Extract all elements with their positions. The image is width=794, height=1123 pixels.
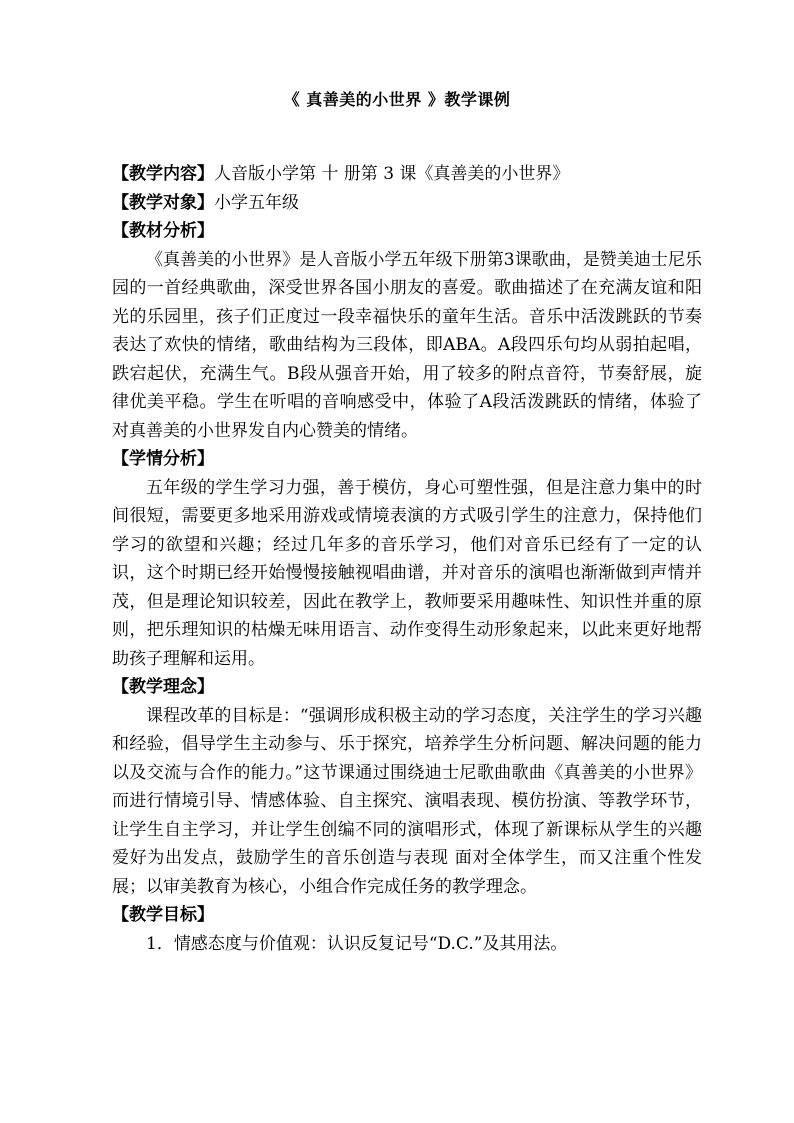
philosophy-paragraph: 课程改革的目标是：“强调形成积极主动的学习态度，关注学生的学习兴趣和经验，倡导学生主动参与、乐于探究，培养学生分析问题、解决问题的能力以及交流与合作的能力。”这节课通过围绕迪士尼歌曲歌曲《真善美的小世界》而进行情境引导、情感体验、自主探究、演唱表现、模仿扮演、等教学环节，让学生自主学习，并让学生创编不同的演唱形式，体现了新课标从学生的兴趣爱好为出发点，鼓励学生的音乐创造与表现 面对全体学生，而又注重个性发展；以审美教育为核心，小组合作完成任务的教学理念。 <box>112 705 702 897</box>
page-title: 《 真善美的小世界 》教学课例 <box>283 90 511 109</box>
section-label: 【教学内容】 <box>112 164 214 184</box>
section-teaching-philosophy <box>112 673 702 702</box>
section-label: 【教材分析】 <box>112 221 214 241</box>
section-teaching-content <box>112 160 702 189</box>
section-material-analysis <box>112 217 702 246</box>
student-analysis-paragraph: 五年级的学生学习力强，善于模仿，身心可塑性强，但是注意力集中的时间很短，需要更多地采用游戏或情境表演的方式吸引学生的注意力，保持他们学习的欲望和兴趣；经过几年多的音乐学习，他们对音乐已经有了一定的认识，这个时期已经开始慢慢接触视唱曲谱，并对音乐的演唱也渐渐做到声情并茂，但是理论知识较差，因此在教学上，教师要采用趣味性、知识性并重的原则，把乐理知识的枯燥无味用语言、动作变得生动形象起来，以此来更好地帮助孩子理解和运用。 <box>112 477 702 669</box>
section-text: 小学五年级 <box>214 192 299 213</box>
section-student-analysis <box>112 445 702 474</box>
section-teaching-target <box>112 189 702 218</box>
section-teaching-goals <box>112 901 702 930</box>
section-label: 【教学对象】 <box>112 192 214 213</box>
goal-item: 1．情感态度与价值观：认识反复记号“D.C.”及其用法。 <box>146 933 568 954</box>
section-label: 【教学目标】 <box>112 905 214 925</box>
section-text: 人音版小学第 十 册第 3 课《真善美的小世界》 <box>214 164 570 184</box>
section-label: 【教学理念】 <box>112 677 214 697</box>
section-label: 【学情分析】 <box>112 449 214 469</box>
material-analysis-paragraph: 《真善美的小世界》是人音版小学五年级下册第3课歌曲，是赞美迪士尼乐园的一首经典歌曲，深受世界各国小朋友的喜爱。歌曲描述了在充满友谊和阳光的乐园里，孩子们正度过一段幸福快乐的童年生活。音乐中活泼跳跃的节奏表达了欢快的情绪，歌曲结构为三段体，即ABA。A段四乐句均从弱拍起唱，跌宕起伏，充满生气。B段从强音开始，用了较多的附点音符，节奏舒展，旋律优美平稳。学生在听唱的音响感受中，体验了A段活泼跳跃的情绪，体验了对真善美的小世界发自内心赞美的情绪。 <box>112 249 702 441</box>
document-body <box>112 160 702 958</box>
